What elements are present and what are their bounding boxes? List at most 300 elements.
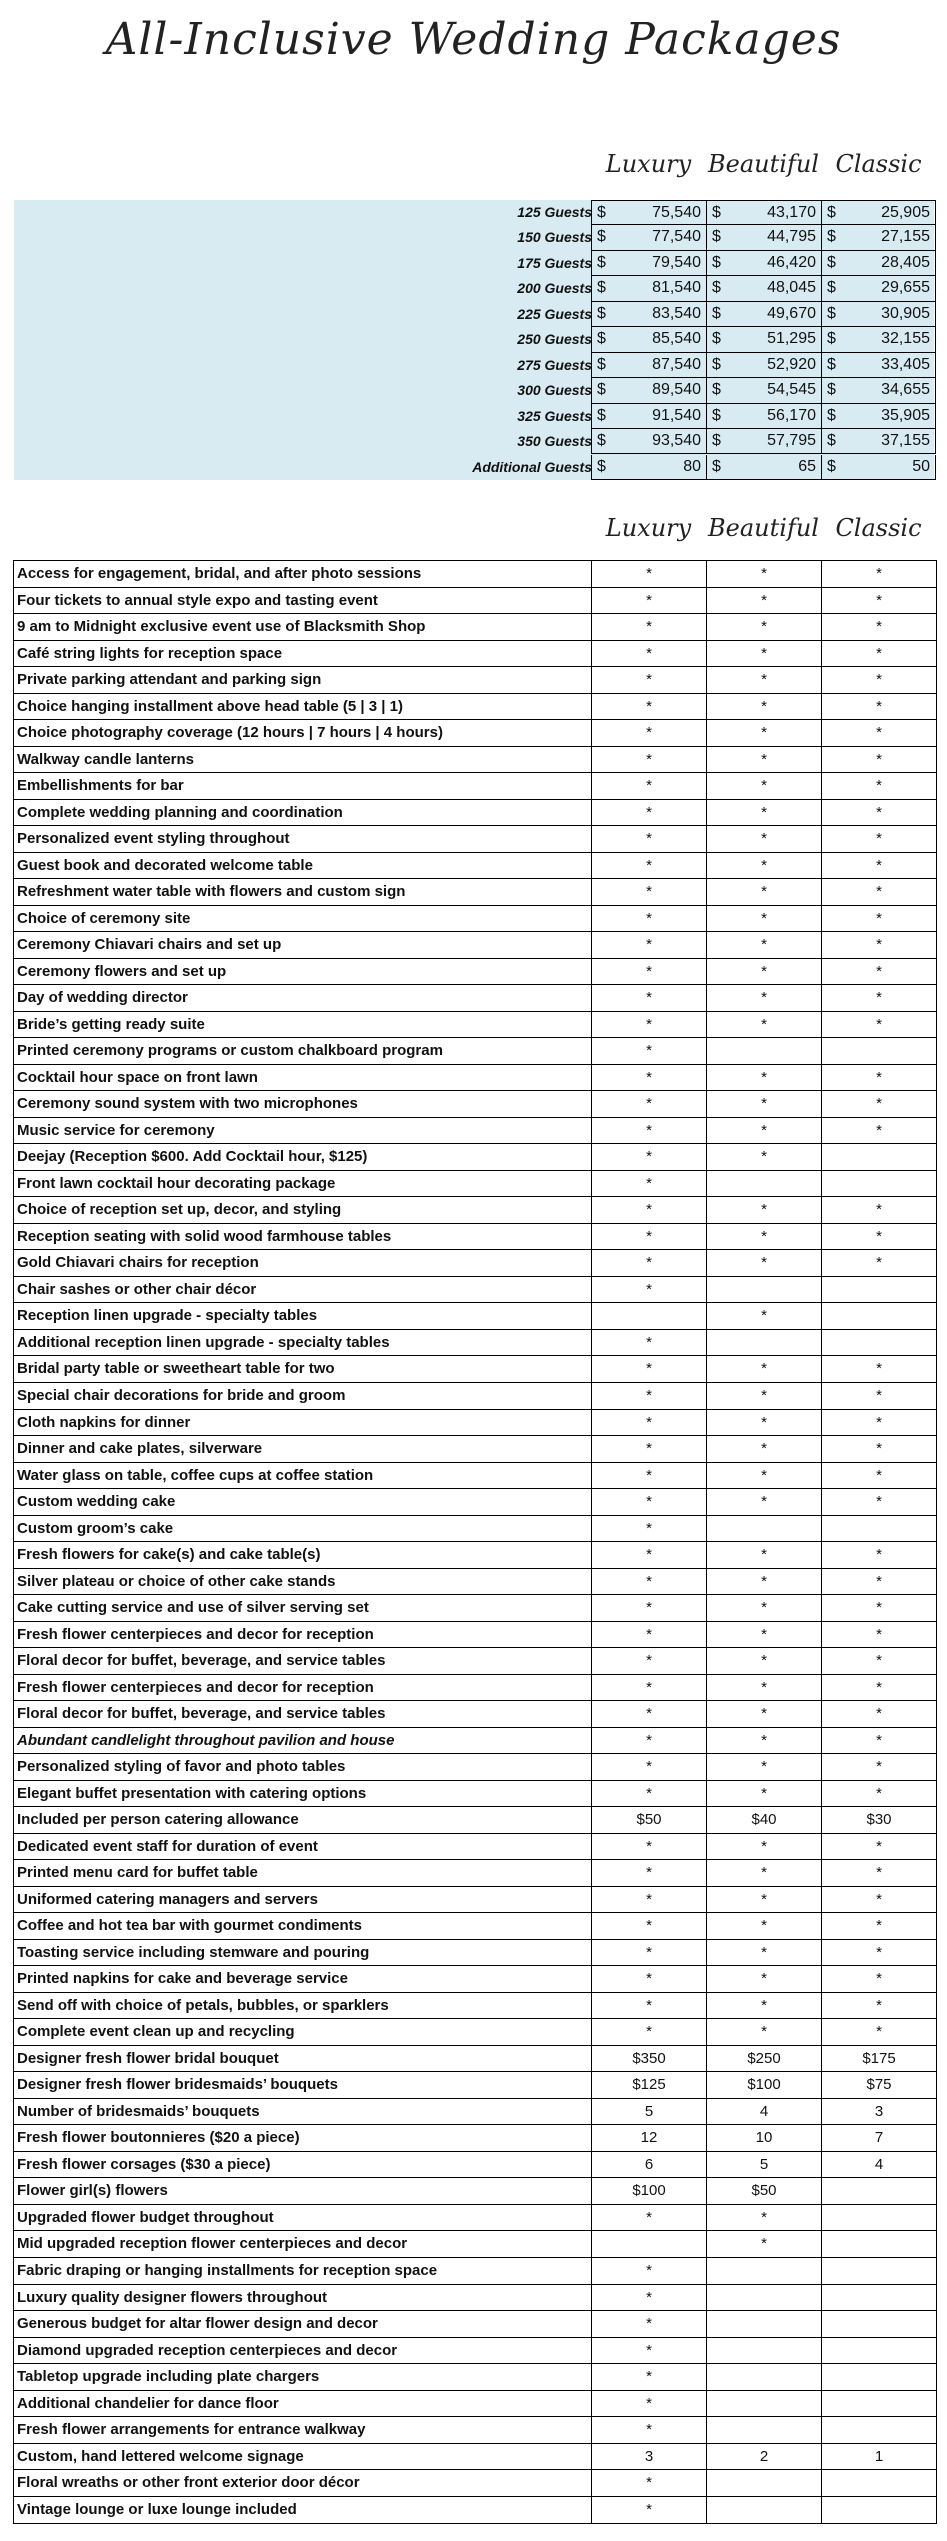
pricing-cell <box>821 327 936 352</box>
feature-cell: * <box>821 720 936 746</box>
pricing-row <box>14 455 934 480</box>
feature-cell <box>706 2258 821 2284</box>
feature-cell: * <box>591 747 706 773</box>
feature-cell: * <box>591 1091 706 1117</box>
pricing-row <box>14 404 934 429</box>
currency-symbol: $ <box>827 381 836 399</box>
feature-cell <box>821 2231 936 2257</box>
feature-cell: * <box>591 2019 706 2045</box>
feature-cell: * <box>591 853 706 879</box>
feature-row <box>14 2364 936 2391</box>
pricing-cell <box>591 327 706 352</box>
price-value: 25,905 <box>881 204 930 221</box>
feature-row <box>14 906 936 933</box>
feature-cell: * <box>591 800 706 826</box>
feature-cell: * <box>821 1993 936 2019</box>
feature-cell <box>821 1038 936 1064</box>
currency-symbol: $ <box>712 279 721 297</box>
feature-cell: $75 <box>821 2072 936 2098</box>
feature-cell <box>821 1277 936 1303</box>
feature-name: Floral decor for buffet, beverage, and service tables <box>17 1652 386 1670</box>
price-value: 89,540 <box>652 381 701 399</box>
feature-cell <box>706 2497 821 2524</box>
feature-cell: * <box>706 985 821 1011</box>
feature-row <box>14 2497 936 2524</box>
feature-row <box>14 2046 936 2073</box>
feature-cell: * <box>706 1383 821 1409</box>
feature-row <box>14 1860 936 1887</box>
feature-name: Music service for ceremony <box>17 1121 215 1139</box>
feature-cell: * <box>821 932 936 958</box>
currency-symbol: $ <box>597 204 606 221</box>
feature-cell <box>821 2338 936 2364</box>
feature-cell: * <box>821 2019 936 2045</box>
feature-cell: $100 <box>591 2178 706 2204</box>
feature-cell: * <box>821 1356 936 1382</box>
feature-name: Additional reception linen upgrade - specialty tables <box>17 1333 390 1351</box>
feature-cell: * <box>591 2258 706 2284</box>
feature-cell: * <box>591 2417 706 2443</box>
feature-cell: * <box>706 1834 821 1860</box>
feature-row <box>14 1595 936 1622</box>
feature-row <box>14 2391 936 2418</box>
feature-cell: * <box>821 1595 936 1621</box>
features-header-classic: Classic <box>835 514 922 542</box>
feature-name: Floral wreaths or other front exterior door décor <box>17 2474 360 2492</box>
pricing-cell <box>821 251 936 276</box>
feature-name: Front lawn cocktail hour decorating package <box>17 1174 336 1192</box>
pricing-row-label: 250 Guests <box>517 331 592 348</box>
feature-name: Reception linen upgrade - specialty tables <box>17 1307 318 1325</box>
feature-cell <box>821 1171 936 1197</box>
feature-cell: * <box>706 1993 821 2019</box>
feature-cell: * <box>591 614 706 640</box>
feature-cell: * <box>706 1224 821 1250</box>
feature-cell: * <box>591 694 706 720</box>
feature-cell: * <box>821 1463 936 1489</box>
feature-name: Printed napkins for cake and beverage service <box>17 1970 348 1988</box>
pricing-row <box>14 225 934 250</box>
feature-cell: 3 <box>821 2099 936 2125</box>
feature-name: Flower girl(s) flowers <box>17 2182 168 2200</box>
currency-symbol: $ <box>712 330 721 348</box>
price-value: 33,405 <box>881 355 930 373</box>
feature-row <box>14 1993 936 2020</box>
feature-name: Toasting service including stemware and pouring <box>17 1943 370 1961</box>
currency-symbol: $ <box>827 279 836 297</box>
currency-symbol: $ <box>827 457 836 475</box>
feature-row <box>14 1250 936 1277</box>
pricing-cell <box>706 353 821 378</box>
pricing-cell <box>821 302 936 327</box>
feature-cell: * <box>591 985 706 1011</box>
feature-cell <box>706 2338 821 2364</box>
pricing-row <box>14 327 934 352</box>
currency-symbol: $ <box>597 279 606 297</box>
price-value: 28,405 <box>881 253 930 271</box>
pricing-header-beautiful: Beautiful <box>708 150 819 178</box>
feature-name: Coffee and hot tea bar with gourmet condiments <box>17 1917 363 1935</box>
price-value: 49,670 <box>767 304 816 322</box>
feature-name: Walkway candle lanterns <box>17 750 195 768</box>
pricing-row-label: 225 Guests <box>517 305 592 322</box>
feature-name: Personalized styling of favor and photo tables <box>17 1758 346 1776</box>
price-value: 80 <box>683 457 701 475</box>
feature-row <box>14 2099 936 2126</box>
feature-cell: * <box>821 1940 936 1966</box>
currency-symbol: $ <box>827 406 836 424</box>
feature-name: Bride’s getting ready suite <box>17 1015 205 1033</box>
feature-cell: * <box>591 1728 706 1754</box>
feature-row <box>14 1701 936 1728</box>
feature-row <box>14 1463 936 1490</box>
feature-name: Silver plateau or choice of other cake stands <box>17 1572 336 1590</box>
currency-symbol: $ <box>827 330 836 348</box>
feature-cell: 5 <box>591 2099 706 2125</box>
pricing-cell <box>706 327 821 352</box>
feature-cell: * <box>821 906 936 932</box>
feature-row <box>14 1356 936 1383</box>
pricing-row <box>14 302 934 327</box>
feature-cell: * <box>591 1012 706 1038</box>
feature-cell: * <box>591 1224 706 1250</box>
feature-row <box>14 1224 936 1251</box>
feature-cell: * <box>821 1913 936 1939</box>
feature-cell <box>821 1144 936 1170</box>
feature-row <box>14 2311 936 2338</box>
pricing-row <box>14 251 934 276</box>
price-value: 27,155 <box>881 228 930 246</box>
feature-cell: $100 <box>706 2072 821 2098</box>
pricing-row <box>14 429 934 454</box>
pricing-cell <box>821 225 936 250</box>
feature-cell <box>706 2417 821 2443</box>
feature-name: Dinner and cake plates, silverware <box>17 1440 263 1458</box>
feature-row <box>14 2125 936 2152</box>
feature-cell <box>821 1330 936 1356</box>
feature-cell: * <box>821 667 936 693</box>
feature-cell: * <box>591 1940 706 1966</box>
feature-cell: * <box>706 1595 821 1621</box>
feature-row <box>14 1966 936 1993</box>
feature-cell: * <box>706 2019 821 2045</box>
feature-cell: 12 <box>591 2125 706 2151</box>
page-title: All-Inclusive Wedding Packages <box>105 14 842 65</box>
feature-name: Designer fresh flower bridal bouquet <box>17 2049 279 2067</box>
feature-name: Additional chandelier for dance floor <box>17 2394 279 2412</box>
feature-name: Chair sashes or other chair décor <box>17 1280 257 1298</box>
feature-name: Café string lights for reception space <box>17 644 283 662</box>
pricing-cell <box>591 225 706 250</box>
feature-cell: * <box>706 1860 821 1886</box>
feature-cell: * <box>821 588 936 614</box>
feature-cell: * <box>591 720 706 746</box>
pricing-cell <box>821 378 936 403</box>
feature-cell: * <box>706 614 821 640</box>
feature-cell: * <box>591 667 706 693</box>
feature-name: Fresh flower centerpieces and decor for reception <box>17 1625 374 1643</box>
currency-symbol: $ <box>597 457 606 475</box>
feature-cell <box>706 1171 821 1197</box>
feature-name: Cloth napkins for dinner <box>17 1413 191 1431</box>
feature-cell: * <box>821 1118 936 1144</box>
price-value: 65 <box>798 457 816 475</box>
feature-row <box>14 2152 936 2179</box>
feature-row <box>14 1516 936 1543</box>
feature-cell: * <box>591 1118 706 1144</box>
feature-cell: $250 <box>706 2046 821 2072</box>
currency-symbol: $ <box>597 432 606 450</box>
feature-name: Complete event clean up and recycling <box>17 2023 295 2041</box>
feature-cell: * <box>706 773 821 799</box>
feature-cell: * <box>706 667 821 693</box>
price-value: 43,170 <box>767 204 816 221</box>
price-value: 48,045 <box>767 279 816 297</box>
feature-cell: * <box>591 1038 706 1064</box>
feature-row <box>14 1622 936 1649</box>
feature-cell: * <box>821 1622 936 1648</box>
feature-cell: * <box>706 1410 821 1436</box>
pricing-row <box>14 200 934 225</box>
feature-row <box>14 2470 936 2497</box>
feature-name: Vintage lounge or luxe lounge included <box>17 2500 297 2518</box>
feature-cell: * <box>591 1489 706 1515</box>
feature-row <box>14 932 936 959</box>
feature-cell <box>706 2285 821 2311</box>
feature-cell: $40 <box>706 1807 821 1833</box>
feature-cell: * <box>591 1569 706 1595</box>
price-value: 35,905 <box>881 406 930 424</box>
feature-name: Choice hanging installment above head table (5 | 3 | 1) <box>17 697 403 715</box>
currency-symbol: $ <box>827 432 836 450</box>
feature-cell <box>821 2285 936 2311</box>
feature-row <box>14 2019 936 2046</box>
pricing-cell <box>821 200 936 225</box>
feature-cell: * <box>591 1993 706 2019</box>
feature-cell: * <box>591 932 706 958</box>
feature-name: Number of bridesmaids’ bouquets <box>17 2102 260 2120</box>
pricing-header-luxury: Luxury <box>605 150 692 178</box>
feature-cell <box>706 1330 821 1356</box>
feature-row <box>14 1648 936 1675</box>
feature-row <box>14 1781 936 1808</box>
feature-row <box>14 1171 936 1198</box>
feature-row <box>14 667 936 694</box>
feature-cell: * <box>821 985 936 1011</box>
price-value: 75,540 <box>652 204 701 221</box>
feature-cell: * <box>591 2391 706 2417</box>
feature-cell: * <box>706 1648 821 1674</box>
price-value: 51,295 <box>767 330 816 348</box>
price-value: 37,155 <box>881 432 930 450</box>
feature-cell: * <box>706 879 821 905</box>
price-value: 54,545 <box>767 381 816 399</box>
currency-symbol: $ <box>712 432 721 450</box>
feature-cell: * <box>821 1410 936 1436</box>
feature-name: Custom, hand lettered welcome signage <box>17 2447 304 2465</box>
feature-row <box>14 773 936 800</box>
feature-cell: * <box>706 1728 821 1754</box>
feature-cell: 10 <box>706 2125 821 2151</box>
pricing-row-label: 325 Guests <box>517 407 592 424</box>
feature-name: Fresh flower centerpieces and decor for reception <box>17 1678 374 1696</box>
pricing-row <box>14 353 934 378</box>
feature-cell <box>591 2231 706 2257</box>
feature-cell: * <box>591 2497 706 2524</box>
feature-cell: * <box>706 906 821 932</box>
feature-cell: * <box>706 1303 821 1329</box>
price-value: 91,540 <box>652 406 701 424</box>
feature-cell: * <box>706 1197 821 1223</box>
feature-name: Access for engagement, bridal, and after photo sessions <box>17 565 422 582</box>
pricing-row-label: Additional Guests <box>472 458 592 475</box>
feature-cell: 2 <box>706 2444 821 2470</box>
feature-cell: * <box>706 747 821 773</box>
feature-name: Gold Chiavari chairs for reception <box>17 1254 259 1272</box>
currency-symbol: $ <box>712 381 721 399</box>
pricing-cell <box>706 251 821 276</box>
feature-cell: * <box>706 1118 821 1144</box>
feature-cell: * <box>591 1410 706 1436</box>
feature-cell <box>821 2178 936 2204</box>
currency-symbol: $ <box>827 253 836 271</box>
pricing-cell <box>591 378 706 403</box>
feature-cell: * <box>591 1913 706 1939</box>
feature-cell: * <box>706 1012 821 1038</box>
feature-cell: * <box>591 1250 706 1276</box>
pricing-cell <box>591 302 706 327</box>
feature-cell <box>821 2470 936 2496</box>
feature-name: Choice photography coverage (12 hours | 7 hours | 4 hours) <box>17 724 443 742</box>
price-value: 57,795 <box>767 432 816 450</box>
pricing-row-label: 175 Guests <box>517 254 592 271</box>
pricing-cell <box>591 429 706 454</box>
pricing-row-label: 275 Guests <box>517 356 592 373</box>
feature-cell: * <box>821 747 936 773</box>
pricing-header-classic: Classic <box>835 150 922 178</box>
feature-cell: * <box>706 1144 821 1170</box>
currency-symbol: $ <box>827 304 836 322</box>
feature-name: Water glass on table, coffee cups at coffee station <box>17 1466 374 1484</box>
feature-cell: * <box>591 1781 706 1807</box>
feature-cell: * <box>706 1754 821 1780</box>
feature-cell: * <box>591 1887 706 1913</box>
feature-name: Luxury quality designer flowers throughout <box>17 2288 328 2306</box>
price-value: 30,905 <box>881 304 930 322</box>
pricing-cell <box>591 276 706 301</box>
feature-cell: $125 <box>591 2072 706 2098</box>
currency-symbol: $ <box>597 228 606 246</box>
feature-row <box>14 1383 936 1410</box>
pricing-cell <box>591 404 706 429</box>
feature-cell <box>821 2497 936 2524</box>
pricing-row <box>14 276 934 301</box>
feature-row <box>14 1303 936 1330</box>
feature-cell: * <box>821 1065 936 1091</box>
feature-row <box>14 1675 936 1702</box>
feature-row <box>14 1038 936 1065</box>
feature-cell: * <box>591 1171 706 1197</box>
currency-symbol: $ <box>712 457 721 475</box>
feature-cell <box>706 2391 821 2417</box>
feature-row <box>14 1197 936 1224</box>
feature-row <box>14 2178 936 2205</box>
feature-cell: $30 <box>821 1807 936 1833</box>
feature-row <box>14 1489 936 1516</box>
feature-name: Embellishments for bar <box>17 777 184 795</box>
currency-symbol: $ <box>597 304 606 322</box>
pricing-table <box>14 200 934 480</box>
feature-cell: * <box>821 1860 936 1886</box>
feature-row <box>14 1754 936 1781</box>
feature-cell: * <box>821 1091 936 1117</box>
feature-row <box>14 1065 936 1092</box>
feature-cell: * <box>821 561 936 587</box>
feature-name: Special chair decorations for bride and groom <box>17 1386 346 1404</box>
feature-name: Fresh flower corsages ($30 a piece) <box>17 2155 271 2173</box>
feature-cell: * <box>821 1383 936 1409</box>
feature-name: Day of wedding director <box>17 989 188 1007</box>
feature-cell: * <box>591 1516 706 1542</box>
feature-name: Reception seating with solid wood farmhouse tables <box>17 1227 392 1245</box>
feature-cell: * <box>706 1463 821 1489</box>
pricing-cell <box>706 225 821 250</box>
feature-row <box>14 2285 936 2312</box>
feature-cell: * <box>706 561 821 587</box>
feature-cell: * <box>706 1675 821 1701</box>
feature-cell: * <box>591 1383 706 1409</box>
feature-row <box>14 985 936 1012</box>
feature-row <box>14 1144 936 1171</box>
feature-cell: * <box>821 1834 936 1860</box>
feature-name: Cocktail hour space on front lawn <box>17 1068 258 1086</box>
feature-cell: * <box>706 1250 821 1276</box>
feature-cell: * <box>706 853 821 879</box>
price-value: 50 <box>912 457 930 475</box>
feature-row <box>14 1728 936 1755</box>
feature-row <box>14 1940 936 1967</box>
feature-cell: * <box>821 1250 936 1276</box>
feature-row <box>14 1913 936 1940</box>
feature-cell: * <box>591 1834 706 1860</box>
feature-cell <box>821 2258 936 2284</box>
currency-symbol: $ <box>712 406 721 424</box>
feature-name: Ceremony Chiavari chairs and set up <box>17 936 282 954</box>
price-value: 81,540 <box>652 279 701 297</box>
pricing-cell <box>706 302 821 327</box>
feature-cell: * <box>591 1436 706 1462</box>
features-header-luxury: Luxury <box>605 514 692 542</box>
pricing-cell <box>706 378 821 403</box>
feature-cell: * <box>591 1860 706 1886</box>
feature-cell: 3 <box>591 2444 706 2470</box>
features-table <box>13 560 937 2524</box>
feature-cell: * <box>706 694 821 720</box>
feature-cell: * <box>821 1569 936 1595</box>
feature-row <box>14 1330 936 1357</box>
feature-cell: * <box>706 720 821 746</box>
feature-row <box>14 1012 936 1039</box>
currency-symbol: $ <box>597 330 606 348</box>
feature-name: Fresh flowers for cake(s) and cake table(s) <box>17 1546 321 1564</box>
pricing-row-label: 350 Guests <box>517 433 592 450</box>
price-value: 56,170 <box>767 406 816 424</box>
feature-row <box>14 641 936 668</box>
feature-name: Ceremony flowers and set up <box>17 962 227 980</box>
feature-cell: * <box>591 773 706 799</box>
price-value: 85,540 <box>652 330 701 348</box>
pricing-cell <box>821 353 936 378</box>
